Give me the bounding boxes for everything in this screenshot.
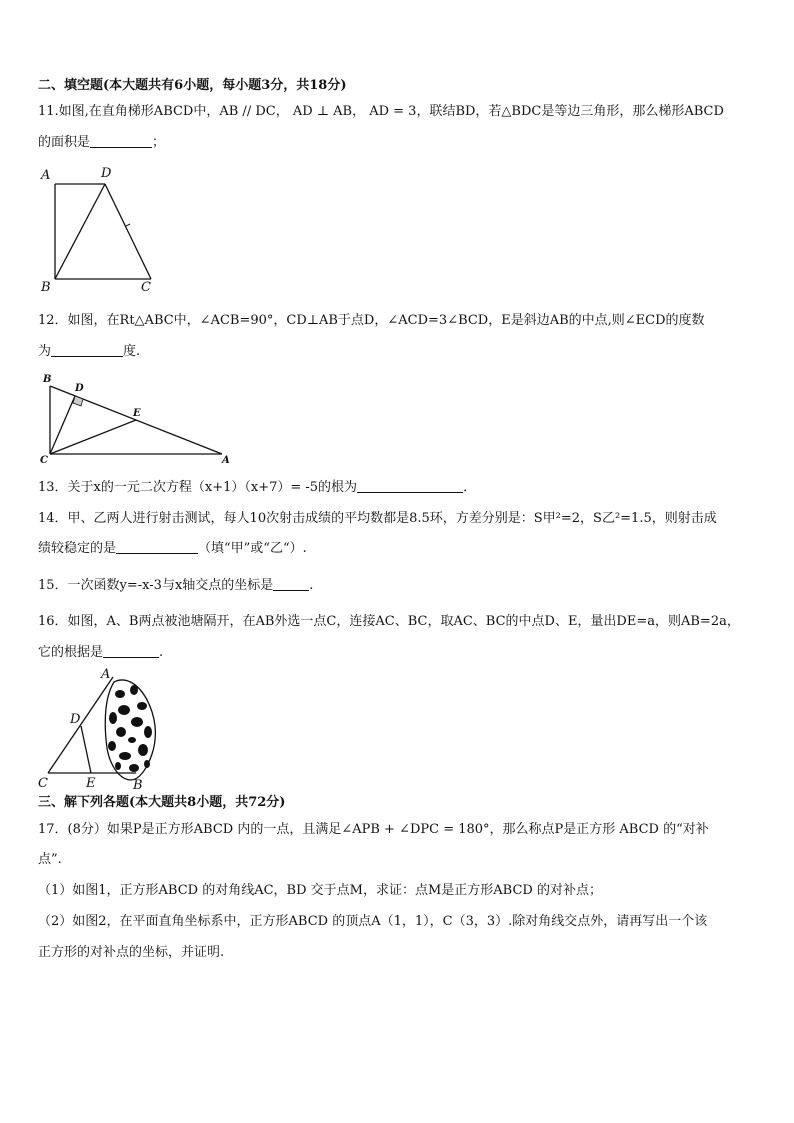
q15-prefix: 15．一次函数y=-x-3与x轴交点的坐标是: [38, 578, 274, 593]
q16-suffix: .: [159, 645, 164, 660]
q16-segment-de: [81, 726, 91, 773]
q17-part2-text-line2: 正方形的对补点的坐标，并证明.: [38, 945, 225, 960]
q15-text: [38, 576, 313, 596]
q11-tick-mark: [126, 224, 130, 226]
q13-text: [38, 478, 476, 498]
q16-segment-ca: [48, 677, 113, 773]
q11-label-d: D: [101, 166, 112, 181]
section-heading-fill-in: 二、填空题(本大题共有6小题，每小题3分，共18分): [38, 78, 347, 93]
q11-text-line1: 11.如图,在直角梯形ABCD中，AB // DC， AD ⊥ AB， AD = 3，联结BD，若△BDC是等边三角形，那么梯形ABCD: [38, 104, 724, 119]
q12-label-b: B: [43, 374, 52, 385]
q16-label-b: B: [133, 778, 143, 793]
q15-suffix: .: [309, 578, 314, 593]
q16-answer-blank[interactable]: [103, 643, 159, 658]
q16-label-d: D: [70, 712, 81, 727]
section-heading-solve: 三、解下列各题(本大题共8小题，共72分): [38, 795, 286, 810]
q14-prefix: 绩较稳定的是: [38, 541, 117, 556]
q16-label-c: C: [38, 776, 48, 791]
q16-text-line2: [38, 643, 163, 663]
q11-text-line2: [38, 133, 165, 153]
q16-text-line1: 16．如图，A、B两点被池塘隔开，在AB外选一点C，连接AC、BC，取AC、BC的中点D、E，量出DE=a，则AB=2a，: [38, 614, 740, 629]
q13-prefix: 13．关于x的一元二次方程（x+1）（x+7）= -5的根为: [38, 480, 358, 495]
q14-text-line1: 14．甲、乙两人进行射击测试，每人10次射击成绩的平均数都是8.5环，方差分别是：S甲²=2，S乙²=1.5，则射击成: [38, 511, 717, 526]
q17-part2-text-line1: （2）如图2，在平面直角坐标系中，正方形ABCD 的顶点A（1，1），C（3，3）.除对角线交点外，请再写出一个该: [38, 914, 708, 929]
q11-segment-bd: [55, 184, 105, 279]
q12-text-line2: [38, 342, 140, 362]
q14-answer-blank[interactable]: [116, 539, 198, 554]
q12-right-angle-mark: [73, 396, 83, 406]
q16-prefix: 它的根据是: [38, 645, 104, 660]
q11-answer-blank[interactable]: [90, 133, 152, 148]
q14-suffix: （填“甲”或“乙“）.: [198, 541, 307, 556]
q17-text-line2: 点”.: [38, 852, 62, 867]
q12-label-c: C: [40, 455, 48, 466]
q11-label-a: A: [41, 168, 51, 183]
q13-answer-blank[interactable]: [357, 478, 463, 493]
q12-triangle-figure: [36, 370, 236, 466]
q11-label-c: C: [141, 280, 151, 295]
q11-prefix: 的面积是: [38, 135, 91, 150]
q12-answer-blank[interactable]: [51, 342, 123, 357]
q15-answer-blank[interactable]: [273, 576, 309, 591]
q14-text-line2: [38, 539, 307, 559]
q12-label-e: E: [133, 408, 141, 419]
q12-label-a: A: [222, 455, 230, 466]
q16-label-a: A: [101, 667, 111, 682]
q11-segment-dc: [105, 184, 151, 279]
q12-prefix: 为: [38, 344, 52, 359]
q16-pond-figure: [34, 666, 164, 794]
q12-suffix: 度.: [123, 344, 141, 359]
q16-label-e: E: [86, 776, 96, 791]
q12-text-line1: 12．如图，在Rt△ABC中，∠ACB=90°，CD⊥AB于点D，∠ACD=3∠BCD，E是斜边AB的中点,则∠ECD的度数: [38, 313, 705, 328]
q11-suffix: ；: [152, 135, 166, 150]
q12-label-d: D: [75, 383, 84, 394]
q17-text-line1: 17．(8分）如果P是正方形ABCD 内的一点，且满足∠APB + ∠DPC = 180°，那么称点P是正方形 ABCD 的“对补: [38, 822, 709, 837]
q11-label-b: B: [41, 280, 51, 295]
q13-suffix: ．: [463, 480, 477, 495]
q11-trapezoid-figure: [38, 163, 168, 295]
q17-part1-text: （1）如图1，正方形ABCD 的对角线AC，BD 交于点M，求证：点M是正方形ABCD 的对补点；: [38, 883, 602, 898]
